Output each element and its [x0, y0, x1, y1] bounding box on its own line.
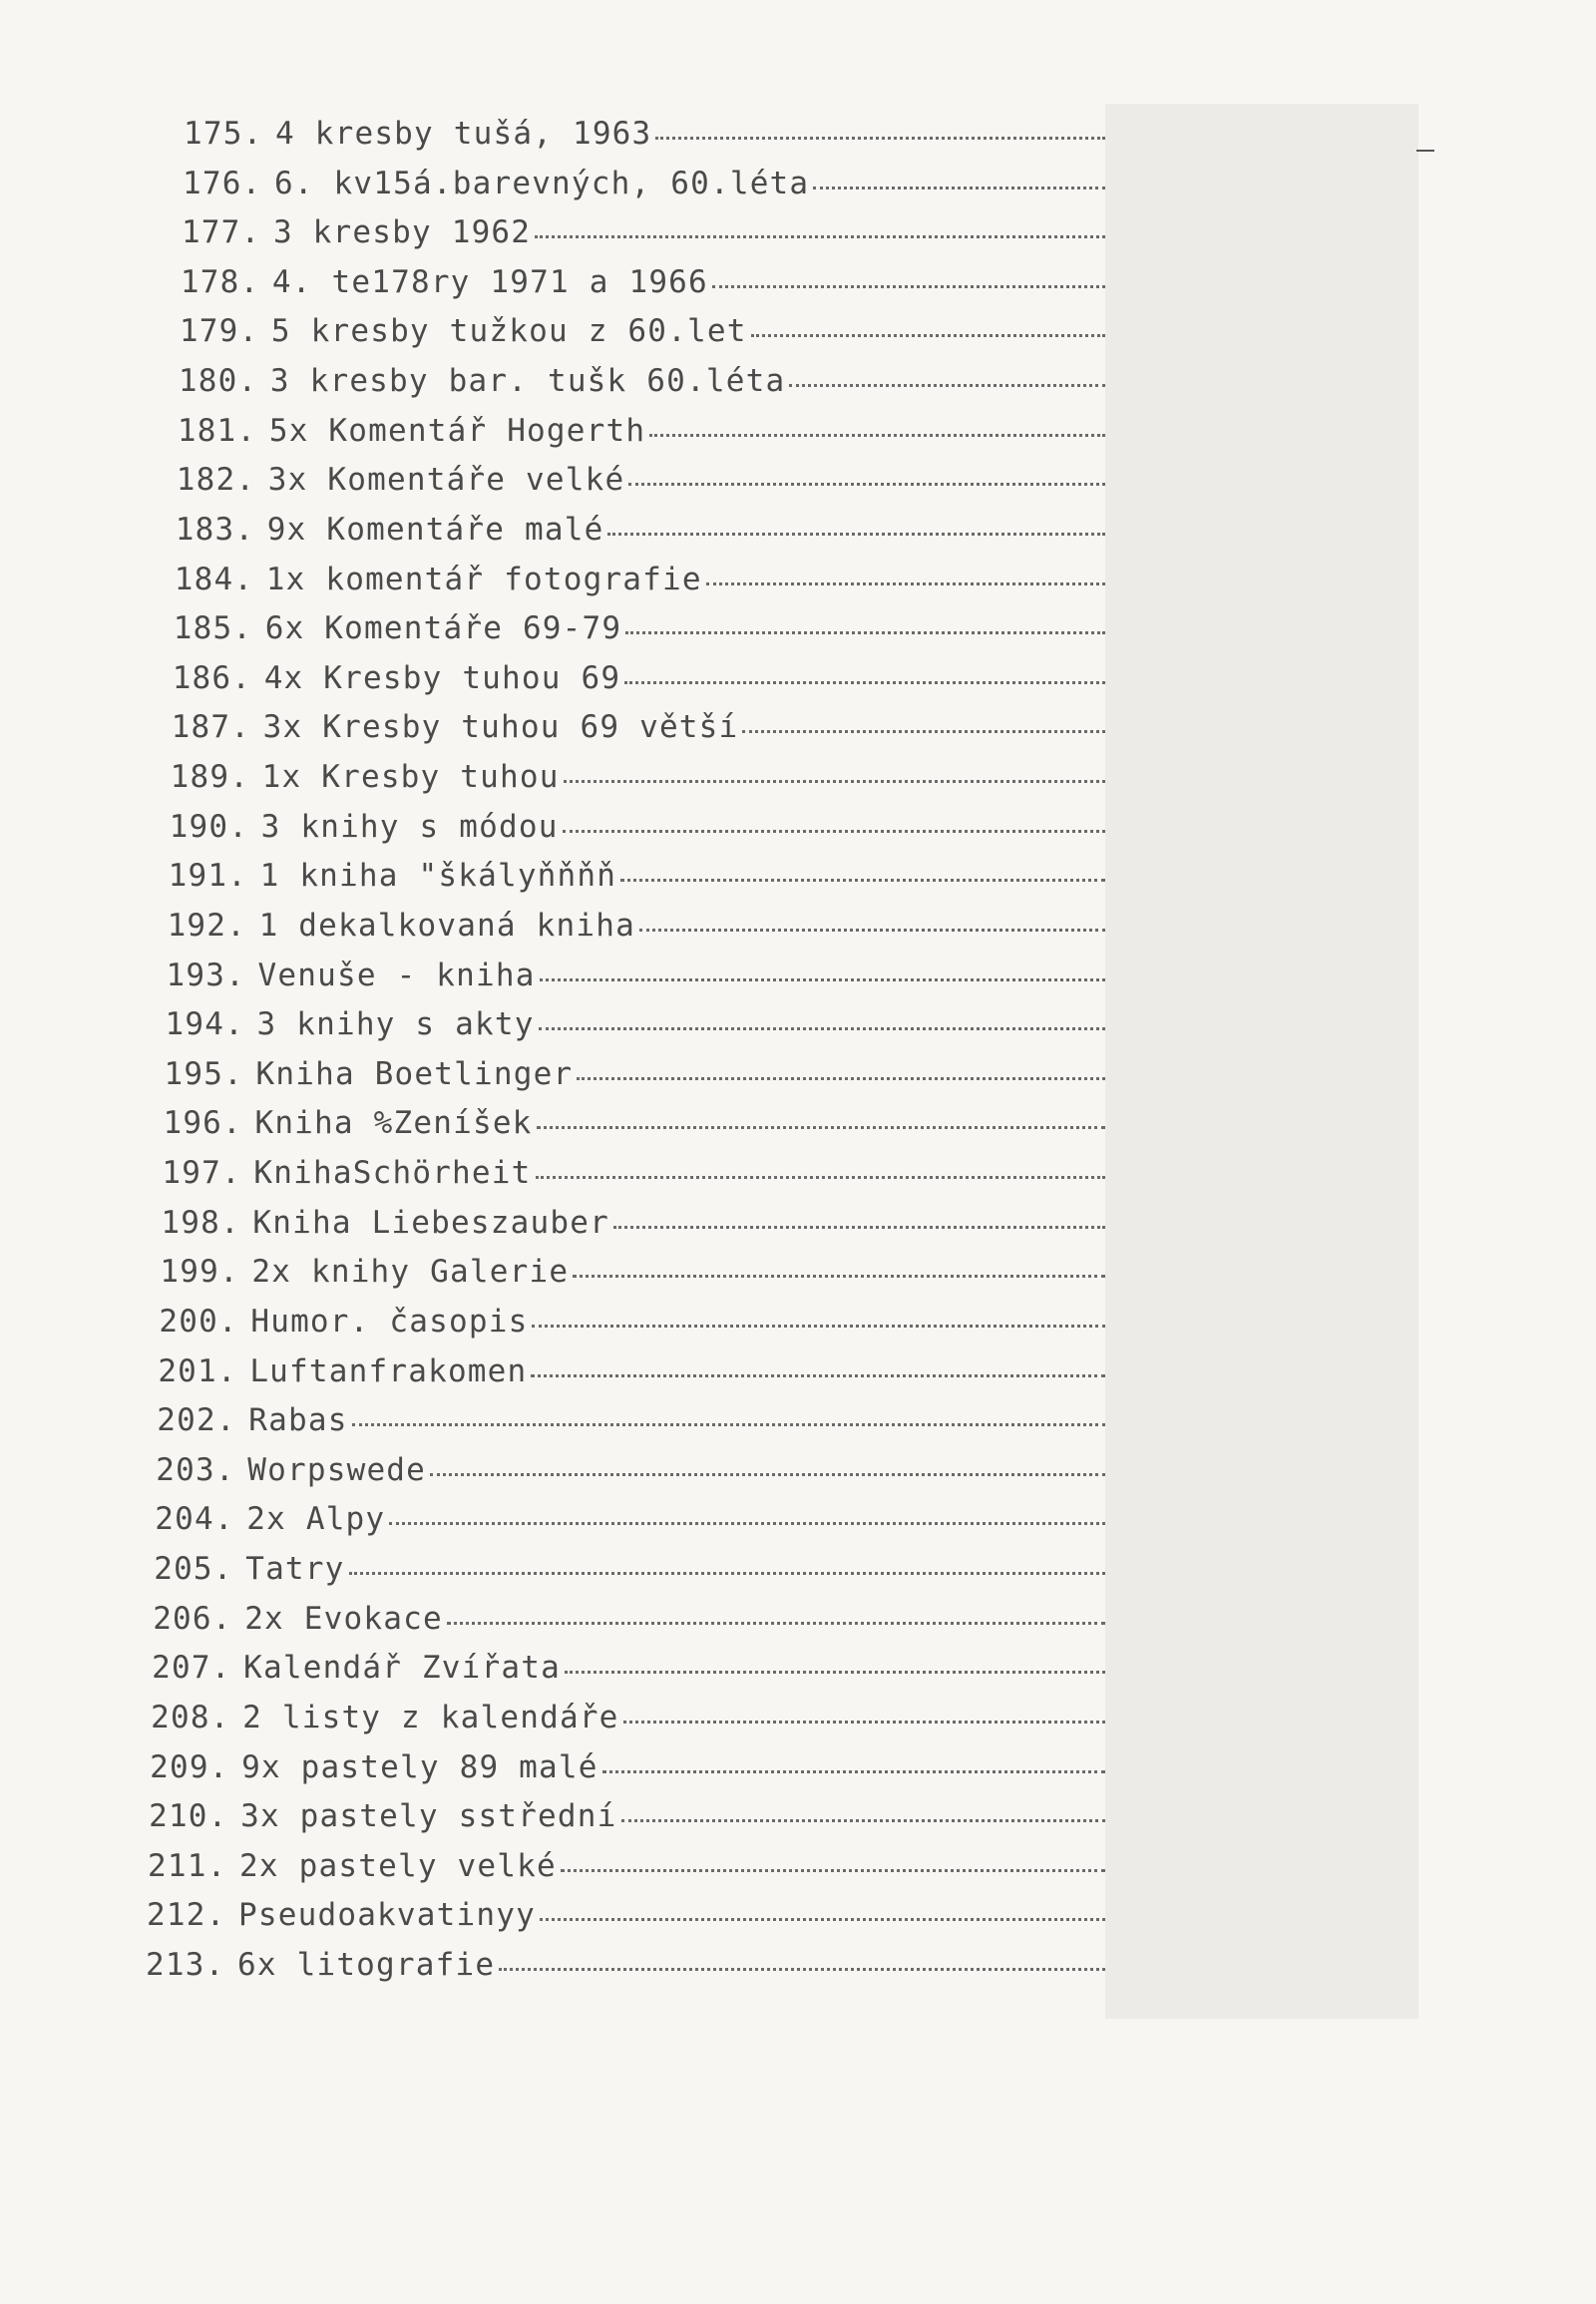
- item-number: 192.: [167, 907, 247, 944]
- item-number: 203.: [156, 1451, 235, 1488]
- item-number: 205.: [154, 1551, 233, 1588]
- dot-leader: [537, 1100, 1105, 1129]
- item-number: 212.: [147, 1897, 226, 1934]
- dot-leader: [540, 1892, 1105, 1921]
- item-number: 193.: [166, 957, 245, 993]
- item-description: 4 kresby tušá, 1963: [275, 116, 652, 152]
- list-item: [170, 807, 1105, 847]
- dot-leader: [564, 754, 1105, 783]
- list-item: [154, 1549, 1105, 1589]
- item-number: 199.: [160, 1254, 239, 1291]
- item-description: 5 kresby tužkou z 60.let: [270, 313, 747, 350]
- item-description: 1 dekalkovaná kniha: [258, 907, 635, 944]
- list-item: [150, 1747, 1105, 1787]
- list-item: [155, 1499, 1105, 1539]
- item-number: 196.: [163, 1105, 242, 1142]
- item-number: 183.: [175, 511, 255, 548]
- item-description: 5x Komentář Hogerth: [268, 412, 646, 449]
- dot-leader: [577, 1051, 1105, 1080]
- list-item: [149, 1796, 1105, 1836]
- list-item: [156, 1450, 1105, 1490]
- dot-leader: [706, 557, 1105, 585]
- dot-leader: [602, 1744, 1105, 1773]
- list-item: [151, 1698, 1105, 1737]
- list-item: [166, 1004, 1105, 1044]
- list-item: [169, 856, 1105, 896]
- item-description: Rabas: [248, 1402, 348, 1439]
- dot-leader: [539, 1001, 1105, 1030]
- item-number: 181.: [177, 412, 257, 449]
- list-item: [180, 311, 1105, 351]
- item-number: 177.: [181, 214, 261, 251]
- item-number: 189.: [170, 759, 250, 796]
- item-number: 204.: [155, 1501, 234, 1538]
- list-item: [164, 1054, 1105, 1094]
- list-item: [161, 1203, 1105, 1243]
- list-item: [162, 1153, 1105, 1193]
- item-number: 175.: [184, 116, 263, 152]
- list-item: [172, 707, 1105, 747]
- dot-leader: [352, 1397, 1105, 1426]
- dot-leader: [628, 457, 1105, 486]
- dot-leader: [532, 1299, 1105, 1328]
- item-number: 211.: [148, 1847, 227, 1884]
- item-description: 3x Kresby tuhou 69 větší: [262, 709, 739, 746]
- dot-leader: [447, 1596, 1105, 1625]
- list-item: [147, 1895, 1105, 1935]
- item-description: 6. kv15á.barevných, 60.léta: [273, 165, 810, 201]
- item-number: 208.: [151, 1699, 230, 1735]
- item-description: 4x Kresby tuhou 69: [263, 659, 621, 696]
- dot-leader: [789, 358, 1105, 387]
- item-description: 2x Evokace: [244, 1600, 443, 1637]
- list-item: [152, 1648, 1105, 1688]
- dot-leader: [349, 1546, 1105, 1575]
- list-item: [178, 411, 1105, 451]
- dot-leader: [430, 1447, 1105, 1476]
- list-item: [168, 906, 1105, 946]
- list-item: [177, 460, 1105, 500]
- dot-leader: [613, 1200, 1105, 1229]
- dot-leader: [499, 1942, 1105, 1971]
- item-description: 9x Komentáře malé: [266, 511, 604, 548]
- item-description: 1x Kresby tuhou: [261, 759, 560, 796]
- item-description: Kniha %Zeníšek: [254, 1105, 533, 1142]
- item-description: Humor. časopis: [250, 1303, 529, 1340]
- list-item: [160, 1252, 1105, 1292]
- item-number: 197.: [162, 1155, 241, 1192]
- item-number: 185.: [173, 610, 253, 647]
- list-item: [181, 262, 1105, 302]
- dot-leader: [624, 655, 1105, 684]
- list-item: [183, 164, 1105, 203]
- item-number: 176.: [182, 165, 262, 201]
- dot-leader: [607, 507, 1105, 536]
- item-number: 201.: [158, 1352, 237, 1389]
- item-description: 4. te178ry 1971 a 1966: [271, 263, 708, 300]
- list-item: [153, 1599, 1105, 1639]
- item-description: 2x knihy Galerie: [251, 1254, 570, 1291]
- item-description: 2 listy z kalendáře: [242, 1699, 619, 1735]
- item-description: 3 knihy s akty: [256, 1006, 535, 1043]
- item-number: 209.: [150, 1748, 229, 1785]
- list-item: [167, 956, 1105, 995]
- list-item: [174, 608, 1105, 648]
- item-description: Kniha Liebeszauber: [252, 1204, 609, 1241]
- dot-leader: [625, 605, 1105, 634]
- item-number: 194.: [165, 1006, 244, 1043]
- dot-leader: [639, 903, 1105, 932]
- dot-leader: [712, 259, 1105, 288]
- item-number: 191.: [168, 858, 248, 895]
- dot-leader: [751, 308, 1105, 337]
- item-description: Kalendář Zvířata: [243, 1650, 561, 1687]
- item-number: 210.: [149, 1798, 228, 1835]
- item-description: 6x litografie: [237, 1947, 496, 1983]
- item-number: 190.: [169, 808, 249, 845]
- dot-leader: [535, 209, 1105, 238]
- dot-leader: [536, 1150, 1105, 1179]
- item-number: 200.: [159, 1303, 238, 1340]
- list-item: [148, 1846, 1105, 1886]
- item-number: 207.: [152, 1650, 231, 1687]
- item-description: KnihaSchörheit: [253, 1155, 532, 1192]
- list-item: [163, 1103, 1105, 1143]
- list-item: [159, 1302, 1105, 1342]
- dot-leader: [813, 161, 1105, 190]
- item-description: 1 kniha "škályňňňň: [259, 858, 617, 895]
- item-description: Pseudoakvatinyy: [238, 1897, 536, 1934]
- item-description: 3x Komentáře velké: [267, 462, 625, 499]
- list-item: [184, 114, 1105, 154]
- item-number: 179.: [179, 313, 259, 350]
- dot-leader: [620, 853, 1105, 882]
- item-number: 180.: [178, 363, 258, 400]
- item-description: 6x Komentáře 69-79: [264, 610, 622, 647]
- dot-leader: [540, 953, 1105, 981]
- item-description: 3 knihy s módou: [260, 808, 559, 845]
- dot-leader: [565, 1645, 1105, 1674]
- list-item: [179, 361, 1105, 401]
- item-number: 202.: [157, 1402, 236, 1439]
- list-item: [171, 757, 1105, 797]
- item-description: 3 kresby 1962: [272, 214, 532, 251]
- list-item: [182, 212, 1105, 252]
- item-description: 2x pastely velké: [239, 1847, 557, 1884]
- list-item: [157, 1400, 1105, 1440]
- dot-leader: [561, 1843, 1105, 1872]
- item-number: 198.: [161, 1204, 240, 1241]
- item-number: 206.: [153, 1600, 232, 1637]
- dot-leader: [623, 1695, 1105, 1724]
- item-description: 2x Alpy: [246, 1501, 386, 1538]
- item-description: 3x pastely sstřední: [240, 1798, 617, 1835]
- list-item: [175, 560, 1105, 599]
- item-number: 178.: [180, 263, 260, 300]
- list-item: [176, 510, 1105, 550]
- dot-leader: [573, 1249, 1105, 1278]
- list-item: [146, 1945, 1105, 1985]
- dot-leader: [649, 408, 1105, 437]
- item-description: 1x komentář fotografie: [265, 561, 702, 597]
- dot-leader: [655, 111, 1105, 140]
- item-number: 186.: [172, 659, 252, 696]
- dot-leader: [531, 1348, 1105, 1377]
- item-description: Kniha Boetlinger: [255, 1055, 574, 1092]
- dot-leader: [742, 704, 1105, 733]
- item-number: 213.: [146, 1947, 225, 1983]
- item-description: Tatry: [245, 1551, 345, 1588]
- item-description: 3 kresby bar. tušk 60.léta: [269, 363, 786, 400]
- item-number: 195.: [164, 1055, 243, 1092]
- dot-leader: [389, 1496, 1105, 1525]
- list-item: [158, 1351, 1105, 1391]
- dot-leader: [563, 804, 1105, 833]
- item-description: 9x pastely 89 malé: [241, 1748, 598, 1785]
- item-description: Venuše - kniha: [257, 957, 536, 993]
- item-number: 182.: [176, 462, 256, 499]
- item-number: 187.: [171, 709, 251, 746]
- item-number: 184.: [174, 561, 254, 597]
- item-description: Worpswede: [247, 1451, 427, 1488]
- item-description: Luftanfrakomen: [249, 1352, 528, 1389]
- list-item: [173, 658, 1105, 698]
- dot-leader: [621, 1793, 1105, 1822]
